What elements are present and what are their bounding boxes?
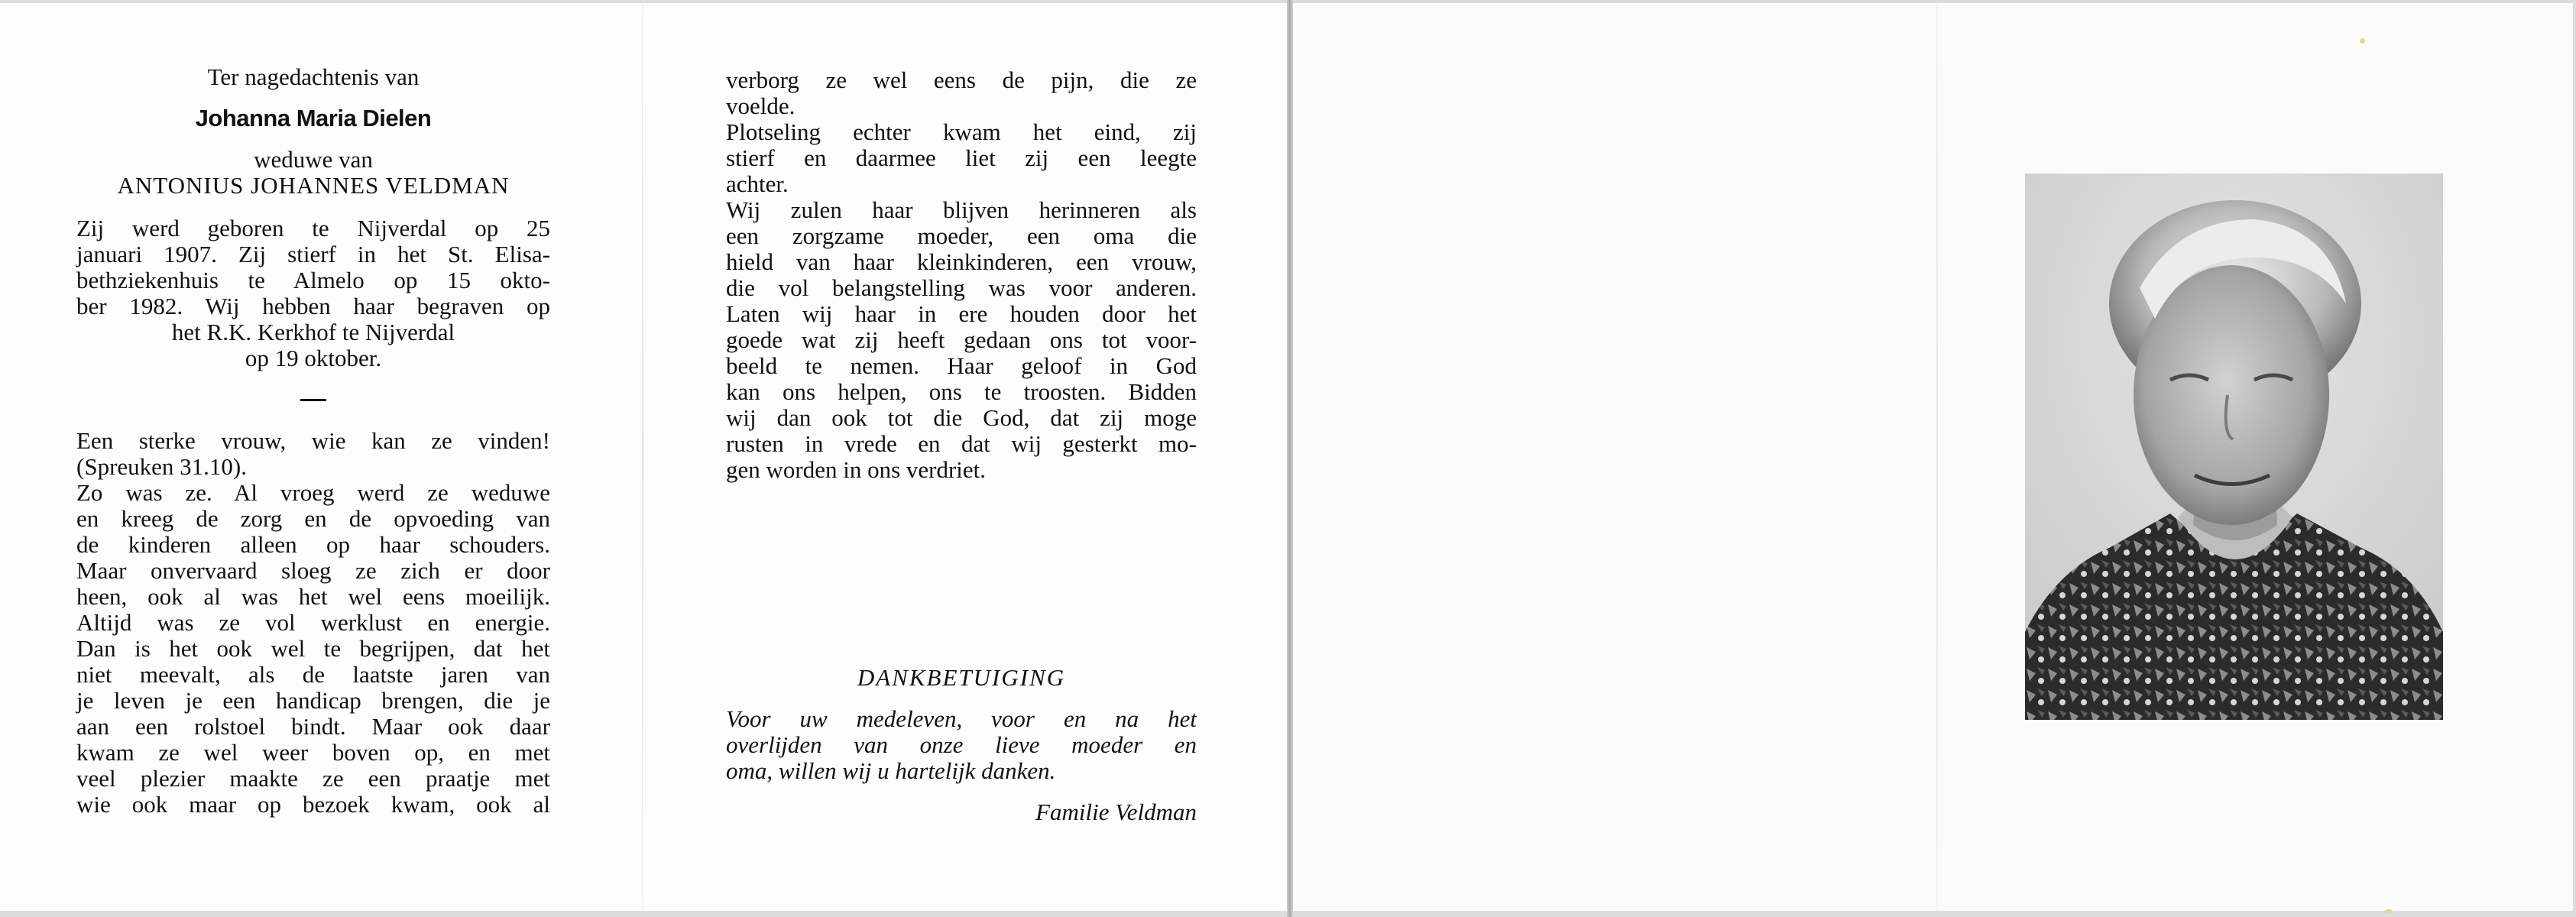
continued-line: gen worden in ons verdriet. bbox=[726, 456, 987, 483]
tribute-line: veel plezier maakte ze een praatje met bbox=[76, 765, 550, 792]
tribute-line: Maar onvervaard sloeg ze zich er door bbox=[76, 557, 550, 584]
husband-name: ANTONIUS JOHANNES VELDMAN bbox=[117, 172, 510, 199]
deceased-name: Johanna Maria Dielen bbox=[195, 105, 432, 131]
tribute-line: niet meevalt, als de laatste jaren van bbox=[76, 661, 550, 688]
text-column-2 bbox=[726, 67, 1197, 825]
bio-line: op 19 oktober. bbox=[245, 345, 382, 371]
separator-dash-wrap bbox=[76, 387, 550, 413]
tribute-line: en kreeg de zorg en de opvoeding van bbox=[76, 505, 550, 532]
tribute-line: kwam ze wel weer boven op, en met bbox=[76, 739, 550, 766]
continued-line: beeld te nemen. Haar geloof in God bbox=[726, 352, 1197, 379]
tribute-line: je leven je een handicap brengen, die je bbox=[76, 687, 550, 714]
signature: Familie Veldman bbox=[1035, 799, 1197, 825]
tribute-paragraph bbox=[76, 428, 550, 818]
bio-line: ber 1982. Wij hebben haar begraven op bbox=[76, 293, 550, 319]
bio-line: januari 1907. Zij stierf in het St. Elisa- bbox=[76, 241, 550, 267]
tribute-line: wie ook maar op bezoek kwam, ook al bbox=[76, 791, 550, 818]
continued-line: goede wat zij heeft gedaan ons tot voor- bbox=[726, 326, 1197, 353]
tribute-line: Dan is het ook wel te begrijpen, dat het bbox=[76, 635, 550, 662]
memoriam-line: Ter nagedachtenis van bbox=[207, 63, 420, 90]
continued-paragraph bbox=[726, 67, 1197, 483]
tribute-line: (Spreuken 31.10). bbox=[76, 453, 247, 480]
thanks-paragraph bbox=[726, 706, 1197, 784]
text-column-1 bbox=[76, 64, 550, 818]
thanks-line: Voor uw medeleven, voor en na het bbox=[726, 705, 1197, 732]
continued-line: verborg ze wel eens de pijn, die ze bbox=[726, 66, 1197, 93]
paper-speck bbox=[2360, 38, 2365, 44]
continued-line: stierf en daarmee liet zij een leegte bbox=[726, 144, 1197, 171]
page-crease-left bbox=[642, 3, 643, 911]
tribute-line: heen, ook al was het wel eens moeilijk. bbox=[76, 583, 550, 610]
continued-line: achter. bbox=[726, 170, 789, 197]
biography-paragraph bbox=[76, 215, 550, 371]
continued-line: Plotseling echter kwam het eind, zij bbox=[726, 118, 1197, 145]
portrait-photo-icon bbox=[2025, 173, 2443, 720]
continued-line: rusten in vrede en dat wij gesterkt mo- bbox=[726, 430, 1197, 457]
continued-line: wij dan ook tot die God, dat zij moge bbox=[726, 404, 1197, 431]
bio-line: het R.K. Kerkhof te Nijverdal bbox=[171, 319, 455, 345]
tribute-line: aan een rolstoel bindt. Maar ook daar bbox=[76, 713, 550, 740]
thanks-line: oma, willen wij u hartelijk danken. bbox=[726, 757, 1056, 784]
continued-line: voelde. bbox=[726, 92, 795, 119]
paper-speck bbox=[2385, 909, 2393, 913]
continued-line: kan ons helpen, ons te troosten. Bidden bbox=[726, 378, 1197, 405]
tribute-line: Een sterke vrouw, wie kan ze vinden! bbox=[76, 427, 550, 454]
portrait-photo bbox=[2025, 173, 2443, 720]
page-crease-right bbox=[1936, 3, 1938, 911]
bio-line: bethziekenhuis te Almelo op 15 okto- bbox=[76, 267, 550, 293]
thanks-line: overlijden van onze lieve moeder en bbox=[726, 731, 1197, 758]
bio-line: Zij werd geboren te Nijverdal op 25 bbox=[76, 215, 550, 241]
tribute-line: Altijd was ze vol werklust en energie. bbox=[76, 609, 550, 636]
card-fold bbox=[1287, 0, 1293, 917]
continued-line: die vol belangstelling was voor anderen. bbox=[726, 274, 1197, 301]
continued-line: Laten wij haar in ere houden door het bbox=[726, 300, 1197, 327]
tribute-line: Zo was ze. Al vroeg werd ze weduwe bbox=[76, 479, 550, 506]
continued-line: hield van haar kleinkinderen, een vrouw, bbox=[726, 248, 1197, 275]
tribute-line: de kinderen alleen op haar schouders. bbox=[76, 531, 550, 558]
continued-line: een zorgzame moeder, een oma die bbox=[726, 222, 1197, 249]
widow-of-label: weduwe van bbox=[254, 146, 373, 173]
thanks-heading: DANKBETUIGING bbox=[857, 664, 1066, 691]
continued-line: Wij zulen haar blijven herinneren als bbox=[726, 196, 1197, 223]
separator-dash bbox=[300, 399, 326, 401]
